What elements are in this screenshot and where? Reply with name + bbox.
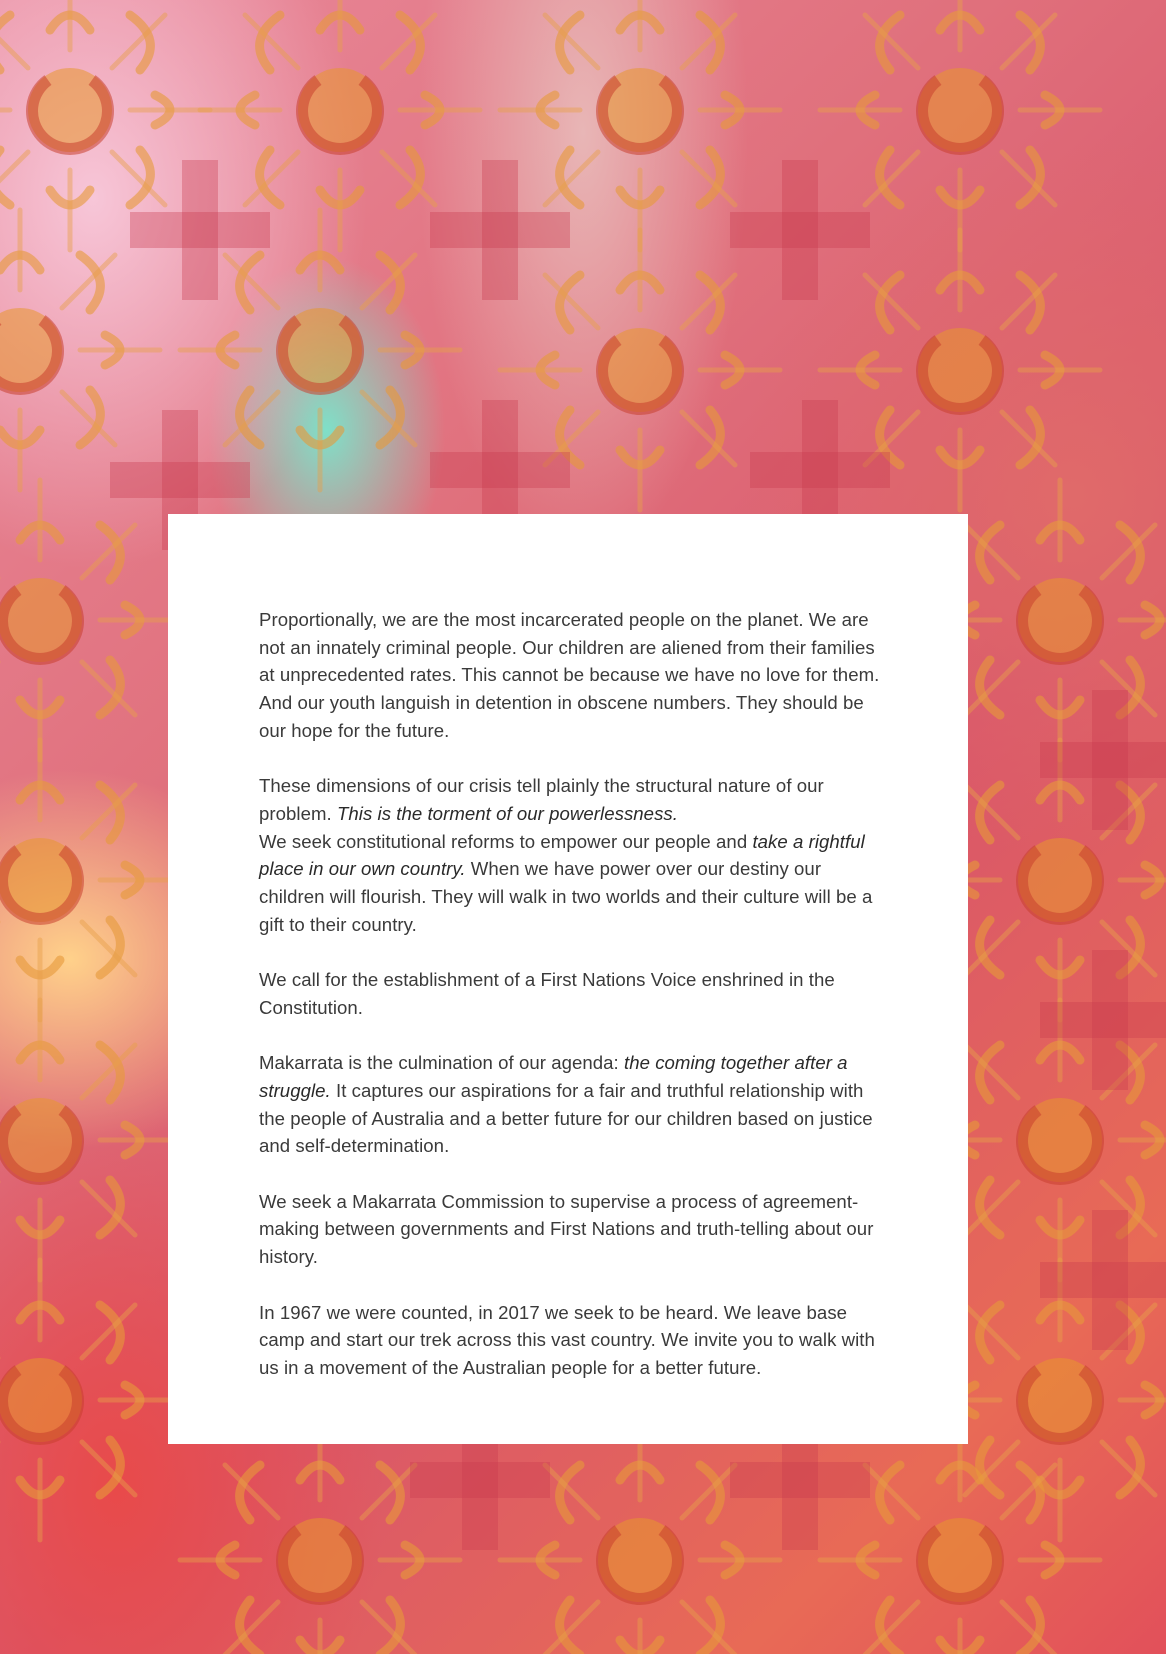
text-panel (168, 514, 968, 1444)
paragraph-voice: We call for the establishment of a First Nations Voice enshrined in the Constitution. (259, 969, 835, 1018)
paragraph-makarrata-tail: It captures our aspirations for a fair and truthful relationship with the people of Australia and a better future for our children based on justice and self-determination. (259, 1079, 873, 1157)
paragraph-invitation: In 1967 we were counted, in 2017 we seek to be heard. We leave base camp and start our trek across this vast country. We invite you to walk with us in a movement of the Australian people for a better future. (259, 1301, 875, 1378)
paragraph-reforms-emphasis: take a rightful place in our own country. (259, 830, 865, 880)
paragraph-commission: We seek a Makarrata Commission to supervise a process of agreement-making between governments and First Nations and truth-telling about our history. (259, 1190, 874, 1268)
paragraph-reforms-text: We seek constitutional reforms to empower our people and (259, 830, 753, 852)
paragraph-crisis-text: These dimensions of our crisis tell plainly the structural nature of our problem. (259, 775, 824, 824)
paragraph-makarrata-text: Makarrata is the culmination of our agenda: (259, 1052, 624, 1074)
paragraph-makarrata (259, 1049, 889, 1160)
paragraph-crisis-emphasis: This is the torment of our powerlessness. (336, 802, 678, 824)
paragraph-reforms-tail: When we have power over our destiny our children will flourish. They will walk in two worlds and their culture will be a gift to their country. (259, 858, 873, 935)
paragraph-incarceration: Proportionally, we are the most incarcerated people on the planet. We are not an innately criminal people. Our children are aliened from their families at unprecedented rates. This cannot be because we have no love for them. And our youth languish in detention in obscene numbers. They should be our hope for the future. (259, 609, 880, 741)
body-text (259, 606, 889, 1409)
paragraph-makarrata-emphasis: the coming together after a struggle. (259, 1052, 848, 1101)
paragraph-crisis (259, 772, 889, 938)
